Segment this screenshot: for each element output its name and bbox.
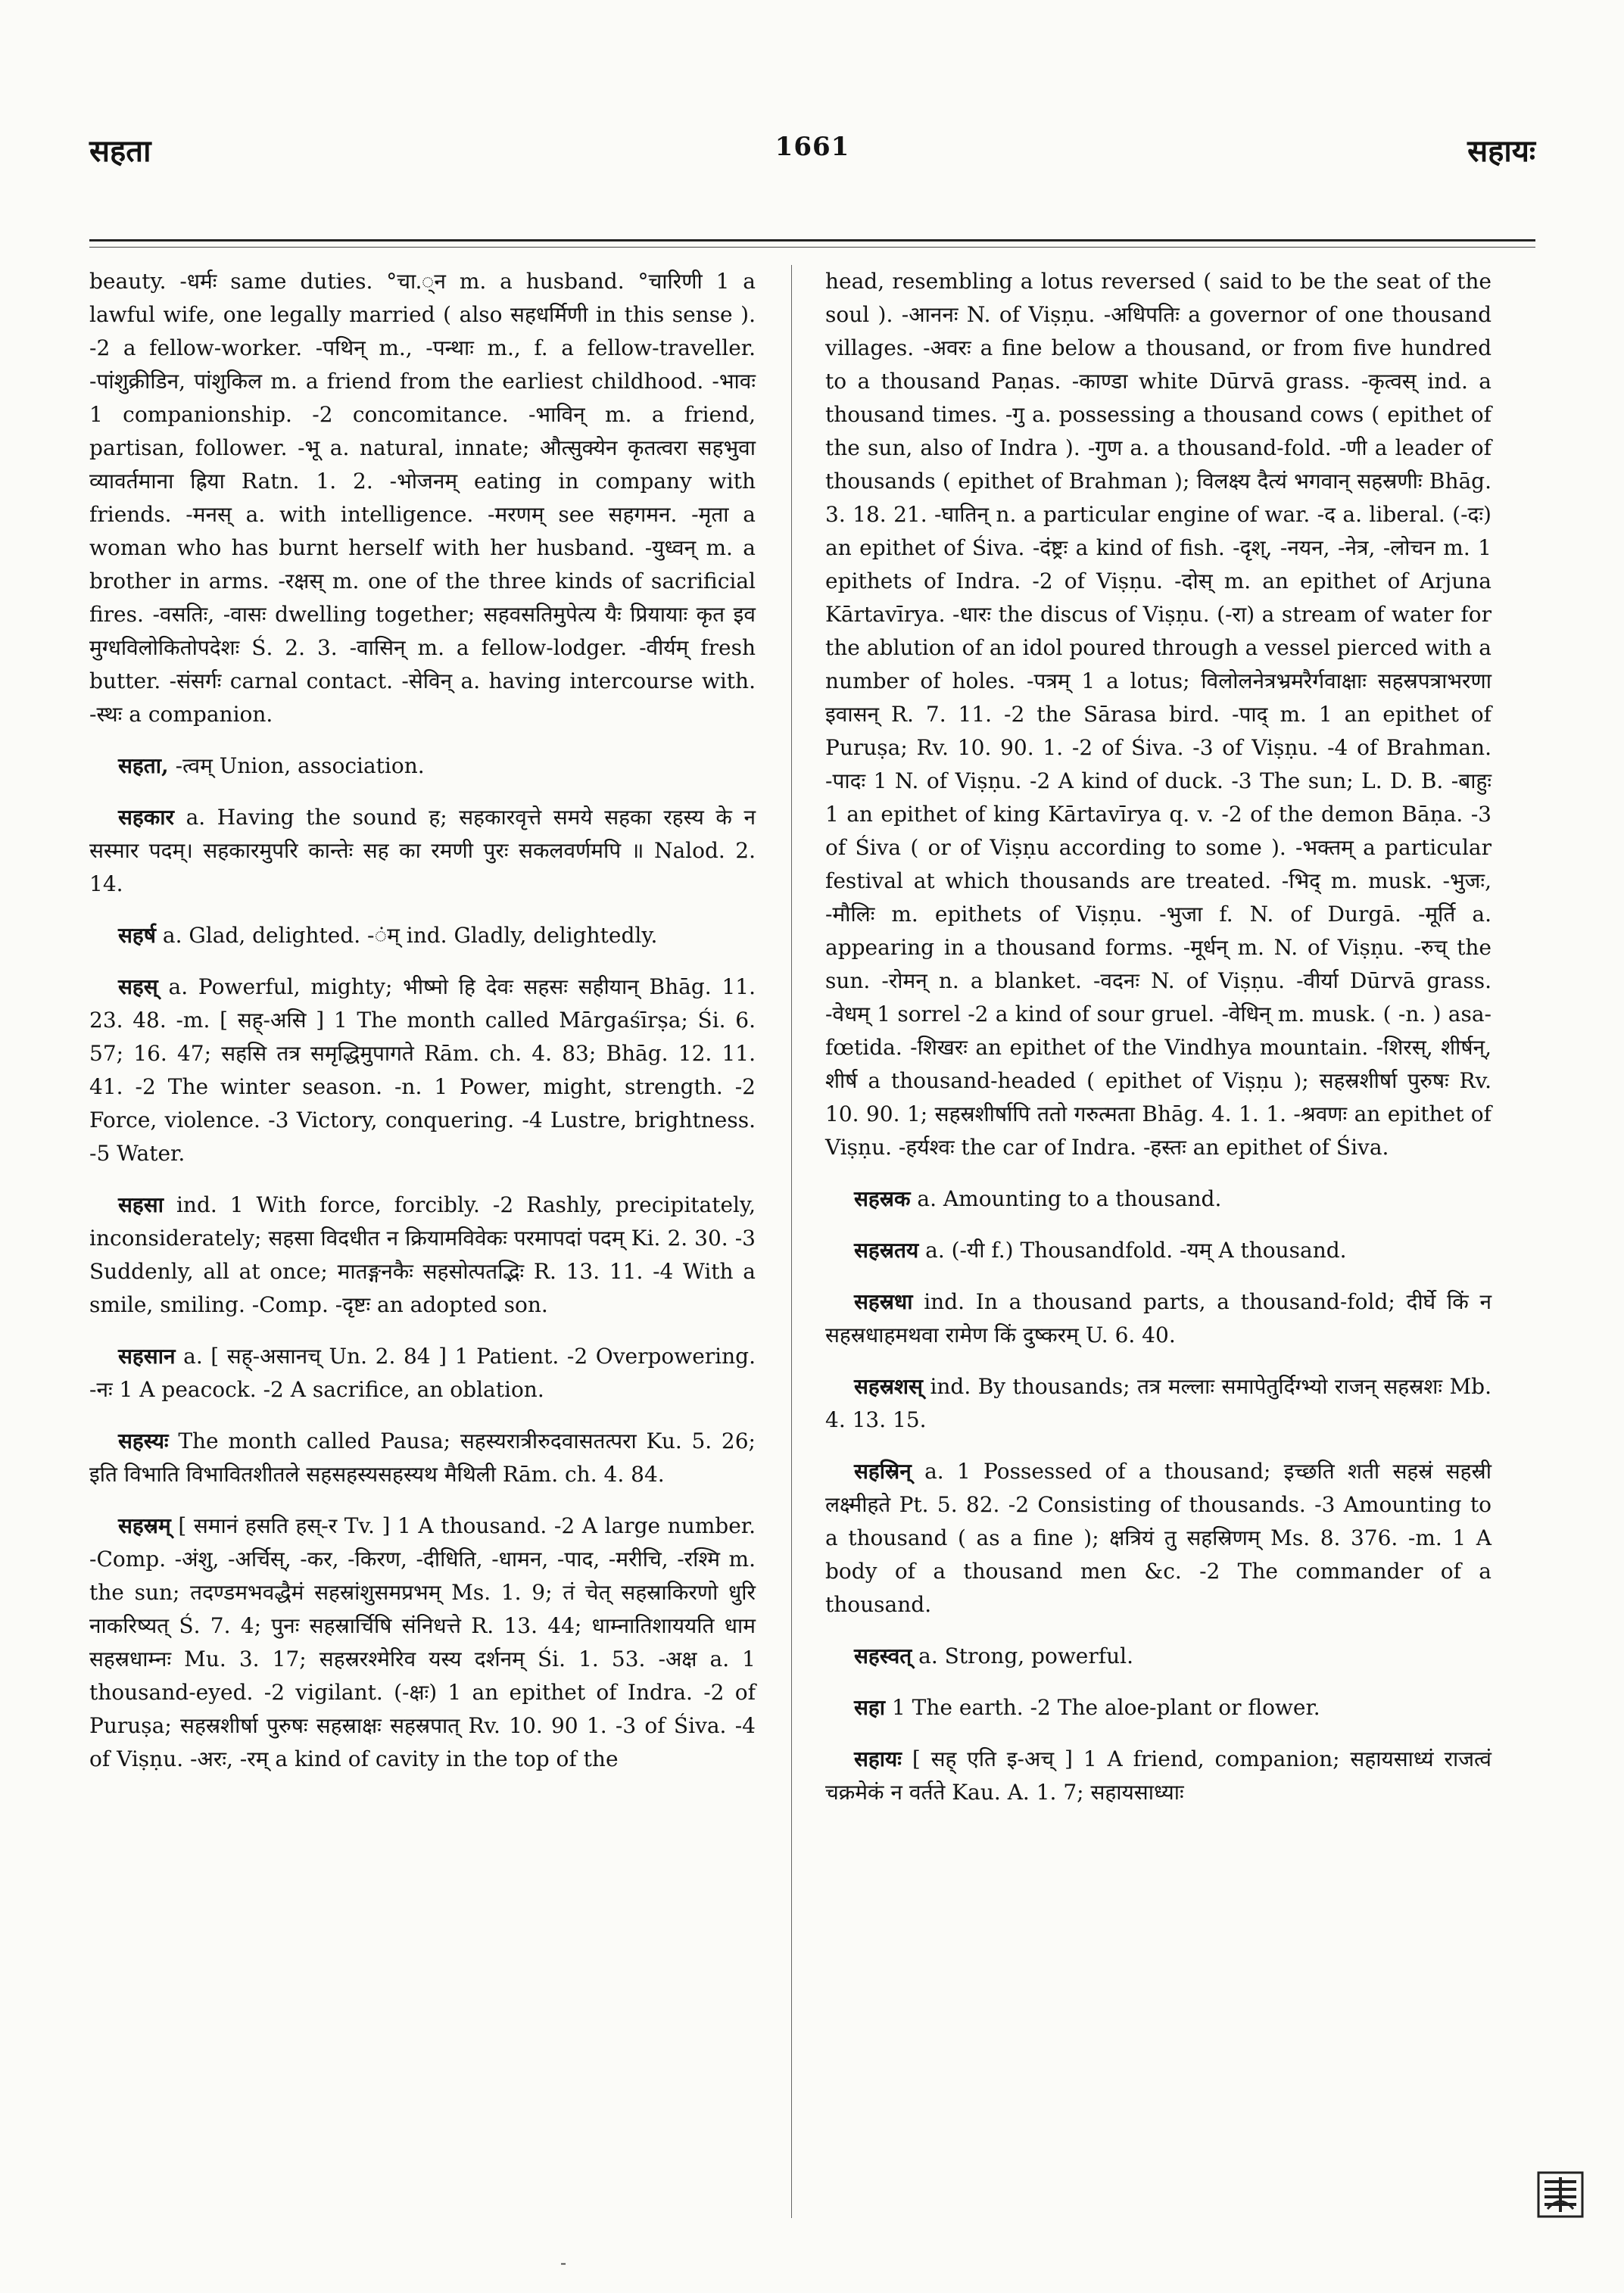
entry-text: a. [ सह्-असानच् Un. 2. 84 ] 1 Patient. -2 Overpowering. -नः 1 A peacock. -2 A sacrifice, an oblation.: [89, 1344, 756, 1402]
entry-text: -त्वम् Union, association.: [175, 753, 425, 778]
entry-text: [ सह् एति इ-अच् ] 1 A friend, companion; सहायसाध्यं राजत्वं चक्रमेकं न वर्तते Kau. A. 1. 7; सहायसाध्याः: [825, 1746, 1492, 1805]
entry-headword: सहस्रम्: [118, 1513, 171, 1538]
printers-ornament-icon: [1537, 2171, 1584, 2218]
left-running-head: सहता: [89, 133, 151, 169]
entry-headword: सहस्: [118, 974, 158, 999]
dictionary-entry: [825, 1640, 1492, 1673]
dictionary-entry: [89, 970, 756, 1170]
entry-text: a. Glad, delighted. -ंम् ind. Gladly, delightedly.: [162, 923, 658, 948]
page-number: 1661: [775, 132, 850, 162]
entry-headword: सहायः: [854, 1746, 902, 1771]
dictionary-entry: [825, 1234, 1492, 1267]
dictionary-entry: [89, 801, 756, 901]
header-rule-thick: [89, 239, 1535, 241]
entry-text: ind. By thousands; तत्र मल्लाः समापेतुर्दिग्भ्यो राजन् सहस्रशः Mb. 4. 13. 15.: [825, 1374, 1492, 1432]
entry-text: a. Strong, powerful.: [918, 1643, 1134, 1668]
dictionary-entry: [825, 1182, 1492, 1216]
page-header: [89, 129, 1535, 197]
entry-text: ind. In a thousand parts, a thousand-fold; दीर्घे किं न सहस्रधाहमथवा रामेण किं दुष्करम् U. 6. 40.: [825, 1289, 1492, 1347]
entry-text: a. Powerful, mighty; भीष्मो हि देवः सहसः सहीयान् Bhāg. 11. 23. 48. -m. [ सह्-असि ] 1 The month called Mārgaśīrṣa; Śi. 6. 57; 16. 47; सहसि तत्र समृद्धिमुपागते Rām. ch. 4. 83; Bhāg. 12. 11. 41. -2 The winter season. -n. 1 Power, might, strength. -2 Force, violence. -3 Victory, conquering. -4 Lustre, brightness. -5 Water.: [89, 974, 756, 1166]
dictionary-entry: [825, 1455, 1492, 1622]
dictionary-entry: [89, 1340, 756, 1407]
dictionary-entry: [89, 749, 756, 783]
entry-headword: सहस्रक: [854, 1186, 911, 1211]
dictionary-entry: [89, 1425, 756, 1491]
entry-headword: सहसा: [118, 1192, 164, 1217]
entry-text: beauty. -धर्मः same duties. °चा.्न m. a husband. °चारिणी 1 a lawful wife, one legally married ( also सहधर्मिणी in this sense ). -2 a fellow-worker. -पथिन् m., -पन्थाः m., f. a fellow-traveller. -पांशुक्रीडिन, पांशुकिल m. a friend from the earliest childhood. -भावः 1 companionship. -2 concomitance. -भाविन् m. a friend, partisan, follower. -भू a. natural, innate; औत्सुक्येन कृतत्वरा सहभुवा व्यावर्तमाना ह्रिया Ratn. 1. 2. -भोजनम् eating in company with friends. -मनस् a. with intelligence. -मरणम् see सहगमन. -मृता a woman who has burnt herself with her husband. -युध्वन् m. a brother in arms. -रक्षस् m. one of the three kinds of sacrificial fires. -वसतिः, -वासः dwelling together; सहवसतिमुपेत्य यैः प्रियायाः कृत इव मुग्धविलोकितोपदेशः Ś. 2. 3. -वासिन् m. a fellow-lodger. -वीर्यम् fresh butter. -संसर्गः carnal contact. -सेविन् a. having intercourse with. -स्थः a companion.: [89, 269, 756, 727]
entry-headword: सहर्ष: [118, 923, 156, 948]
entry-headword: सहस्रधा: [854, 1289, 913, 1314]
entry-text: a. Amounting to a thousand.: [917, 1186, 1222, 1211]
entry-text: a. (-यी f.) Thousandfold. -यम् A thousand.: [925, 1238, 1347, 1263]
right-running-head: सहायः: [1467, 133, 1535, 169]
entry-headword: सहस्रिन्: [854, 1459, 912, 1484]
entry-headword: सहस्यः: [118, 1428, 169, 1453]
dictionary-entry: [825, 1285, 1492, 1352]
dictionary-entry: [89, 919, 756, 952]
entry-text: head, resembling a lotus reversed ( said to be the seat of the soul ). -आननः N. of Viṣṇu. -अधिपतिः a governor of one thousand villages. -अवरः a fine below a thousand, or from five hundred to a thousand Paṇas. -काण्डा white Dūrvā grass. -कृत्वस् ind. a thousand times. -गु a. possessing a thousand cows ( epithet of the sun, also of Indra ). -गुण a. a thousand-fold. -णी a leader of thousands ( epithet of Brahman ); विलक्ष्य दैत्यं भगवान् सहस्रणीः Bhāg. 3. 18. 21. -घातिन् n. a particular engine of war. -द a. liberal. (-दः) an epithet of Śiva. -दंष्ट्रः a kind of fish. -दृश्, -नयन, -नेत्र, -लोचन m. 1 epithets of Indra. -2 of Viṣṇu. -दोस् m. an epithet of Arjuna Kārtavīrya. -धारः the discus of Viṣṇu. (-रा) a stream of water for the ablution of an idol poured through a vessel pierced with a number of holes. -पत्रम् 1 a lotus; विलोलनेत्रभ्रमरैर्गवाक्षाः सहस्रपत्राभरणा इवासन् R. 7. 11. -2 the Sārasa bird. -पाद् m. 1 an epithet of Puruṣa; Rv. 10. 90. 1. -2 of Śiva. -3 of Viṣṇu. -4 of Brahman. -पादः 1 N. of Viṣṇu. -2 A kind of duck. -3 The sun; L. D. B. -बाहुः 1 an epithet of king Kārtavīrya q. v. -2 of the demon Bāṇa. -3 of Śiva ( or of Viṣṇu according to some ). -भक्तम् a particular festival at which thousands are treated. -भिद् m. musk. -भुजः, -मौलिः m. epithets of Viṣṇu. -भुजा f. N. of Durgā. -मूर्ति a. appearing in a thousand forms. -मूर्धन् m. N. of Viṣṇu. -रुच् the sun. -रोमन् n. a blanket. -वदनः N. of Viṣṇu. -वीर्या Dūrvā grass. -वेधम् 1 sorrel -2 a kind of sour gruel. -वेधिन् m. musk. ( -n. ) asa-fœtida. -शिखरः an epithet of the Vindhya mountain. -शिरस्, शीर्षन्, शीर्ष a thousand-headed ( epithet of Viṣṇu ); सहस्रशीर्षा पुरुषः Rv. 10. 90. 1; सहस्रशीर्षापि ततो गरुत्मता Bhāg. 4. 1. 1. -श्रवणः an epithet of Viṣṇu. -हर्यश्वः the car of Indra. -हस्तः an epithet of Śiva.: [825, 269, 1492, 1160]
dictionary-entry: [89, 1509, 756, 1776]
dictionary-entry: [825, 1691, 1492, 1724]
dictionary-entry: [825, 1370, 1492, 1437]
dictionary-entry: [89, 265, 756, 731]
entry-headword: सहसान: [118, 1344, 176, 1369]
entry-text: [ समानं हसति हस्-र Tv. ] 1 A thousand. -2 A large number. -Comp. -अंशु, -अर्चिस्, -कर, -किरण, -दीधिति, -धामन, -पाद, -मरीचि, -रश्मि m. the sun; तदण्डमभवद्धैमं सहस्रांशुसमप्रभम् Ms. 1. 9; तं चेत् सहस्राकिरणो धुरि नाकरिष्यत् Ś. 7. 4; पुनः सहस्रार्चिषि संनिधत्ते R. 13. 44; धाम्नातिशाययति धाम सहस्रधाम्नः Mu. 3. 17; सहस्ररश्मेरिव यस्य दर्शनम् Śi. 1. 53. -अक्ष a. 1 thousand-eyed. -2 vigilant. (-क्षः) 1 an epithet of Indra. -2 of Puruṣa; सहस्रशीर्षा पुरुषः सहस्राक्षः सहस्रपात् Rv. 10. 90 1. -3 of Śiva. -4 of Viṣṇu. -अरः, -रम् a kind of cavity in the top of the: [89, 1513, 756, 1771]
entry-headword: सहता,: [118, 753, 169, 778]
entry-text: The month called Pausa; सहस्यरात्रीरुदवासतत्परा Ku. 5. 26; इति विभाति विभावितशीतले सहसहस्यसहस्यथ मैथिली Rām. ch. 4. 84.: [89, 1428, 756, 1487]
entry-headword: सहकार: [118, 805, 175, 830]
dictionary-entry: [89, 1189, 756, 1322]
column-divider: [791, 265, 792, 2218]
left-column: [89, 265, 756, 1794]
entry-headword: सहस्वत्: [854, 1643, 912, 1668]
dictionary-entry: [825, 1743, 1492, 1809]
entry-text: 1 The earth. -2 The aloe-plant or flower.: [891, 1695, 1320, 1720]
entry-headword: सहस्रशस्: [854, 1374, 923, 1399]
right-column: [825, 265, 1492, 1827]
entry-headword: सहा: [854, 1695, 886, 1720]
entry-text: ind. 1 With force, forcibly. -2 Rashly, precipitately, inconsiderately; सहसा विदधीत न क्रियामविवेकः परमापदां पदम् Ki. 2. 30. -3 Suddenly, all at once; मातङ्गनकैः सहसोत्पतद्भिः R. 13. 11. -4 With a smile, smiling. -Comp. -दृष्टः an adopted son.: [89, 1192, 756, 1317]
header-rule-thin: [89, 247, 1535, 248]
footer-mark: -: [560, 2252, 567, 2273]
entry-text: a. Having the sound ह; सहकारवृत्ते समये सहका रहस्य के न सस्मार पदम्। सहकारमुपरि कान्तेः सह का रमणी पुरः सकलवर्णमपि ॥ Nalod. 2. 14.: [89, 805, 756, 896]
dictionary-entry: [825, 265, 1492, 1164]
entry-headword: सहस्रतय: [854, 1238, 919, 1263]
entry-text: a. 1 Possessed of a thousand; इच्छति शती सहस्रं सहस्री लक्ष्मीहते Pt. 5. 82. -2 Consisting of thousands. -3 Amounting to a thousand ( as a fine ); क्षत्रियं तु सहस्रिणम् Ms. 8. 376. -m. 1 A body of a thousand men &c. -2 The commander of a thousand.: [825, 1459, 1492, 1617]
